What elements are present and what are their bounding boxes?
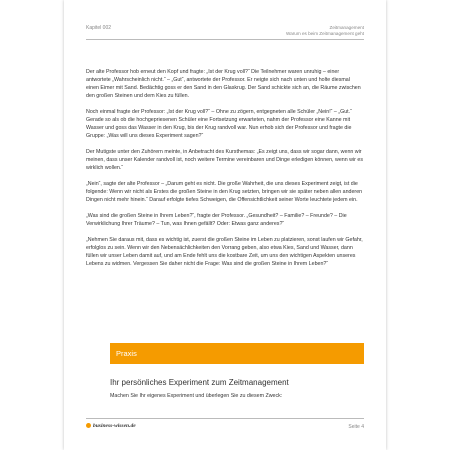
running-header-title: Zeitmanagement bbox=[329, 25, 364, 30]
page-number: Seite 4 bbox=[348, 424, 364, 430]
logo-dot-icon bbox=[86, 423, 91, 428]
paragraph: „Nehmen Sie daraus mit, dass es wichtig ist, zuerst die großen Steine im Leben zu platzieren, sonst laufen wir Gefahr, erfolglos zu sein. Wenn wir den Nebensächlichkeiten den Vorrang geben, also etwa Kies, Sand und Wasser, dann füllen wir unser Leben damit auf, und am Ende fehlt uns die kostbare Zeit, um uns den wichtigen Aspekten unseres Lebens zu widmen. Vergessen Sie daher nicht die Frage: Was sind die großen Steine in Ihrem Leben?“ bbox=[86, 237, 363, 267]
section-heading: Ihr persönliches Experiment zum Zeitmanagement bbox=[110, 378, 289, 387]
chapter-label: Kapitel 002 bbox=[86, 25, 112, 31]
brand-logo bbox=[86, 423, 136, 429]
paragraph: „Was sind die großen Steine in Ihrem Leben?“, fragte der Professor. „Gesundheit? – Familie? – Freunde? – Die Verwirklichung Ihrer Träume? – Tun, was Ihnen gefällt? Oder: Etwas ganz anderes?“ bbox=[86, 213, 347, 227]
paragraph: Noch einmal fragte der Professor: „Ist der Krug voll?“ – Ohne zu zögern, entgegneten alle Schüler „Nein!“ – „Gut.“ Gerade so als ob die hochgepriesenen Schüler eine Fortsetzung erwarteten, nahm der Professor eine Kanne mit Wasser und goss das Wasser in den Krug, bis der Krug randvoll war. Nun erhob sich der Professor und fragte die Gruppe: „Was will uns dieses Experiment sagen?“ bbox=[86, 109, 352, 139]
paragraph: Der Mutigste unter den Zuhörern meinte, in Anbetracht des Kursthemas: „Es zeigt uns, dass wir sogar dann, wenn wir meinen, dass unser Kalender randvoll ist, noch weitere Termine vereinbaren und Dinge erledigen können, wenn wir es wirklich wollen.“ bbox=[86, 149, 363, 171]
praxis-banner bbox=[110, 343, 364, 364]
praxis-label: Praxis bbox=[116, 349, 137, 358]
logo-text: business-wissen.de bbox=[93, 423, 136, 429]
document-page bbox=[64, 0, 386, 450]
body-text bbox=[86, 68, 364, 276]
header-divider bbox=[86, 39, 364, 40]
footer-divider bbox=[86, 418, 364, 419]
paragraph: „Nein“, sagte der alte Professor – „Darum geht es nicht. Die große Wahrheit, die uns dieses Experiment zeigt, ist die folgende: Wenn wir nicht als Erstes die großen Steine in den Krug setzten, bringen wir sie später neben allen anderen Dingen nicht mehr hinein.“ Darauf erfolgte tiefes Schweigen, die Offensichtlichkeit seiner Worte leuchtete jedem ein. bbox=[86, 181, 363, 203]
running-header-subtitle: Warum es beim Zeitmanagement geht bbox=[286, 30, 364, 36]
paragraph: Der alte Professor hob erneut den Kopf und fragte: „Ist der Krug voll?“ Die Teilnehmer waren unruhig – einer antwortete „Wahrscheinlich nicht.“ – „Gut“, antwortete der Professor. Er neigte sich nach unten und holte diesmal einen Eimer mit Sand. Bedächtig goss er den Sand in den Glaskrug. Der Sand schickte sich an, die Räume zwischen den großen Steinen und dem Kies zu füllen. bbox=[86, 69, 361, 99]
section-intro: Machen Sie Ihr eigenes Experiment und überlegen Sie zu diesem Zweck: bbox=[110, 393, 283, 399]
running-header bbox=[286, 25, 364, 36]
